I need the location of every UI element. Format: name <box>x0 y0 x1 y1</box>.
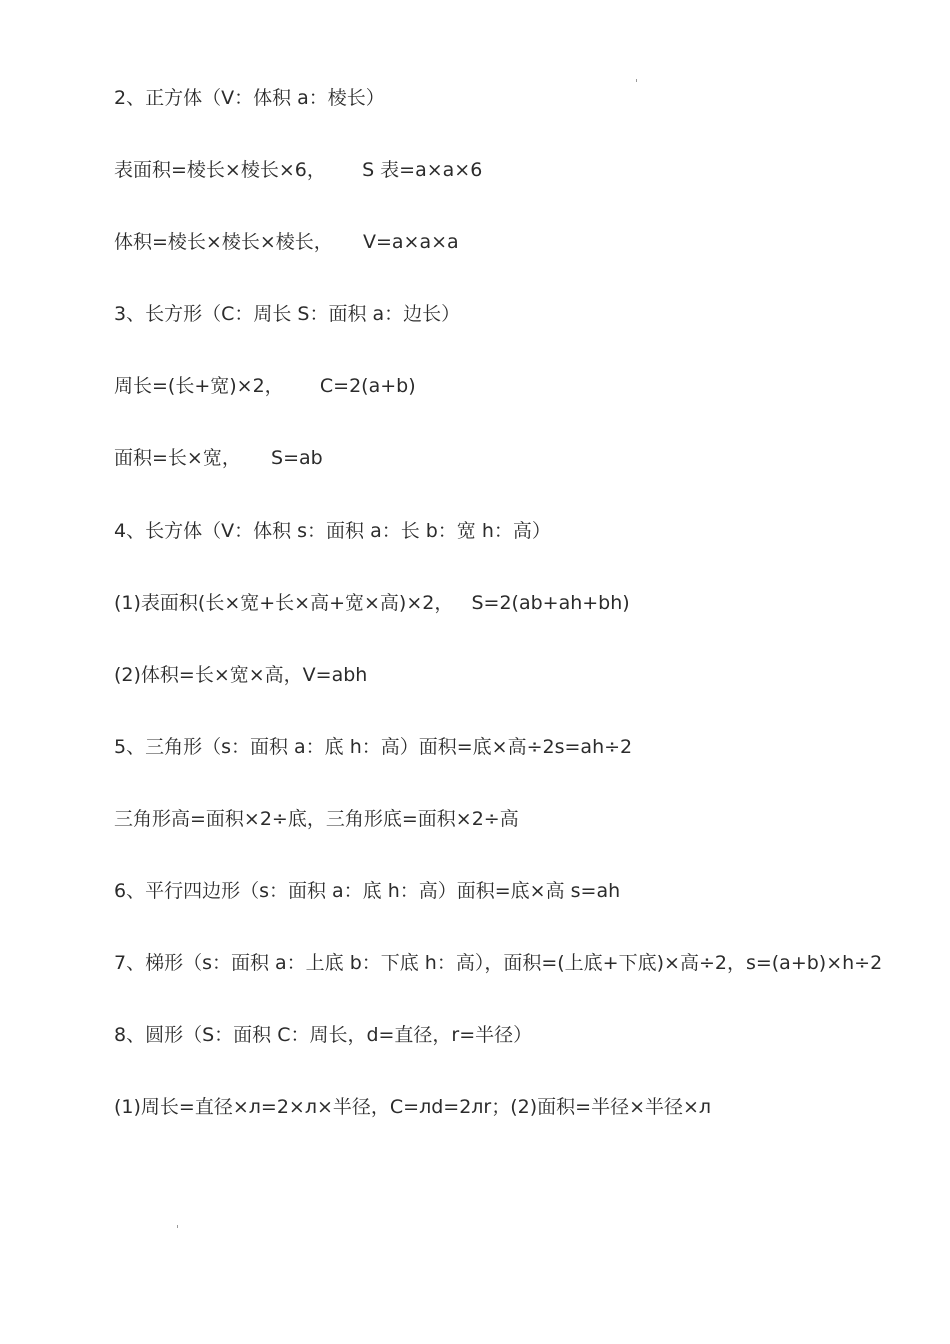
line-cuboid-volume: (2)体积=长×宽×高，V=abh <box>114 664 368 686</box>
line-cuboid-heading: 4、长方体（V：体积 s：面积 a：长 b：宽 h：高） <box>114 520 551 542</box>
line-parallelogram-heading: 6、平行四边形（s：面积 a：底 h：高）面积=底×高 s=ah <box>114 880 621 902</box>
line-rectangle-perimeter: 周长=(长+宽)×2， C=2(a+b) <box>114 375 416 397</box>
scan-speck <box>177 1225 178 1228</box>
line-rectangle-heading: 3、长方形（C：周长 S：面积 a：边长） <box>114 303 461 325</box>
line-trapezoid-heading: 7、梯形（s：面积 a：上底 b：下底 h：高），面积=(上底+下底)×高÷2，s=(a+b)×h÷2 <box>114 952 883 974</box>
line-circle-heading: 8、圆形（S：面积 C：周长，d=直径，r=半径） <box>114 1024 533 1046</box>
line-cube-heading: 2、正方体（V：体积 a：棱长） <box>114 87 385 109</box>
line-cuboid-surface-area: (1)表面积(长×宽+长×高+宽×高)×2， S=2(ab+ah+bh) <box>114 592 630 614</box>
line-cube-volume: 体积=棱长×棱长×棱长， V=a×a×a <box>114 231 459 253</box>
line-cube-surface-area: 表面积=棱长×棱长×6， S 表=a×a×6 <box>114 159 483 181</box>
line-rectangle-area: 面积=长×宽， S=ab <box>114 447 323 469</box>
scan-speck <box>636 79 637 82</box>
line-triangle-height-base: 三角形高=面积×2÷底，三角形底=面积×2÷高 <box>114 808 519 830</box>
line-circle-formulas: (1)周长=直径×л=2×л×半径，C=лd=2лr；(2)面积=半径×半径×л <box>114 1096 712 1118</box>
line-triangle-heading: 5、三角形（s：面积 a：底 h：高）面积=底×高÷2s=ah÷2 <box>114 736 633 758</box>
